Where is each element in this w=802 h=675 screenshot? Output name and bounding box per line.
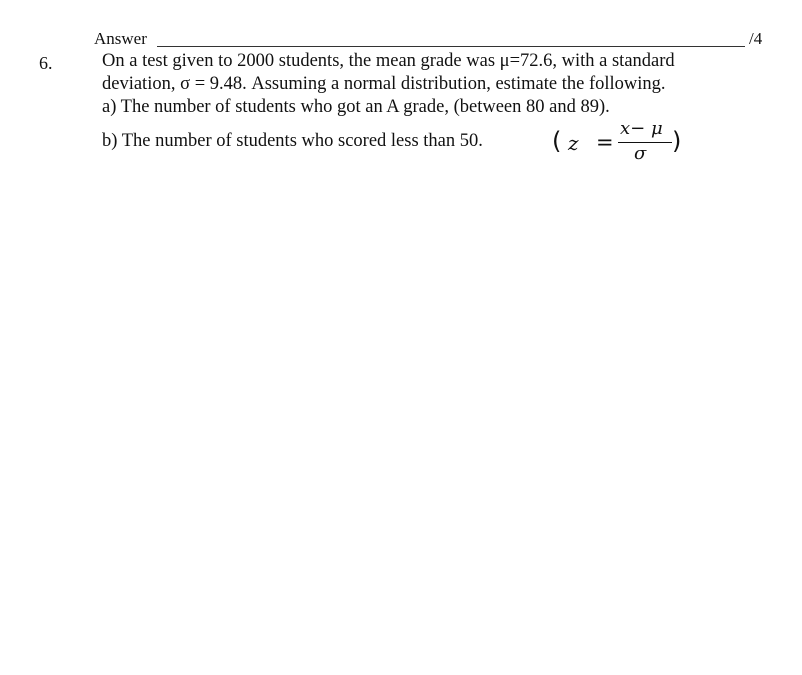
formula-close-paren: ) bbox=[672, 127, 682, 155]
question-part-b: b) The number of students who scored less than 50. bbox=[102, 131, 483, 151]
question-stem bbox=[102, 50, 742, 96]
formula-z: z bbox=[568, 131, 579, 155]
score-total: /4 bbox=[749, 29, 763, 48]
answer-label: Answer bbox=[94, 29, 147, 48]
question-part-a: a) The number of students who got an A grade, (between 80 and 89). bbox=[102, 97, 610, 117]
z-score-formula bbox=[552, 118, 692, 174]
formula-equals: = bbox=[596, 130, 614, 154]
formula-numerator: x− μ bbox=[620, 118, 663, 139]
question-stem-line-1: On a test given to 2000 students, the mean grade was μ=72.6, with a standard bbox=[102, 51, 675, 71]
question-stem-line-2: deviation, σ = 9.48. Assuming a normal distribution, estimate the following. bbox=[102, 74, 666, 94]
formula-denominator: σ bbox=[634, 143, 647, 164]
question-number: 6. bbox=[39, 53, 53, 73]
formula-open-paren: ( bbox=[552, 127, 562, 155]
answer-line bbox=[157, 46, 745, 47]
